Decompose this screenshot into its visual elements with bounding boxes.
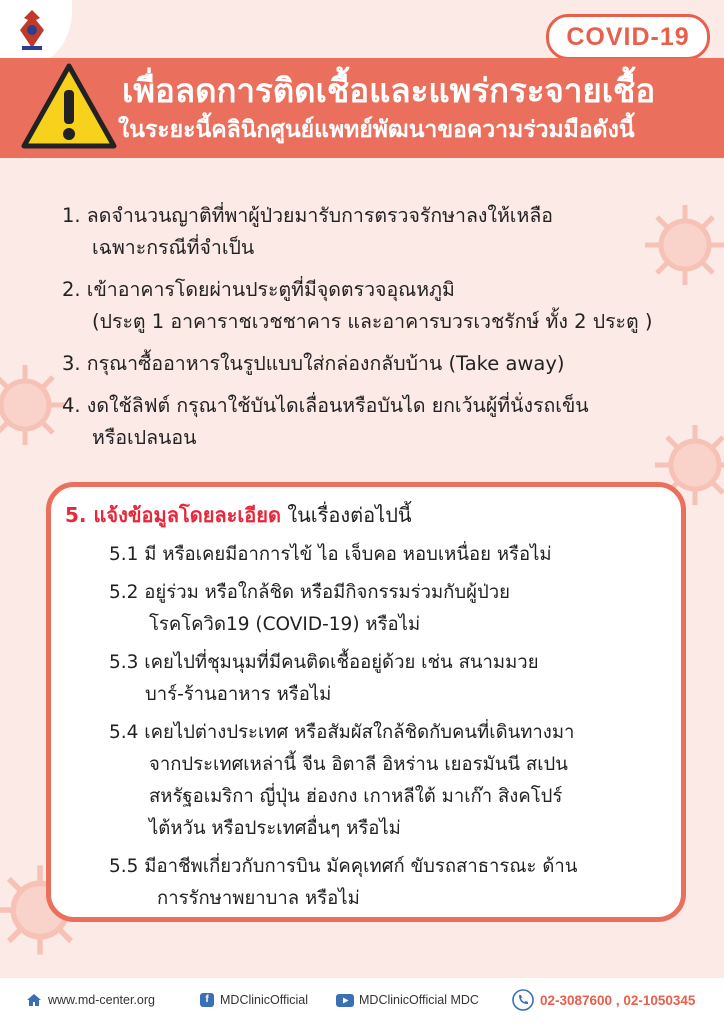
virus-decoration-icon: [0, 360, 70, 450]
list-item-text: 2. เข้าอาคารโดยผ่านประตูที่มีจุดตรวจอุณหภูมิ: [62, 278, 455, 301]
facebook-icon: f: [200, 993, 214, 1007]
list-item-text: โรคโควิด19 (COVID-19) หรือไม่: [149, 614, 421, 635]
page-subtitle: ในระยะนี้คลินิกศูนย์แพทย์พัฒนาขอความร่วมมือดังนี้: [118, 117, 635, 143]
details-list: [109, 539, 679, 921]
list-item-text: 4. งดใช้ลิฟต์ กรุณาใช้บันไดเลื่อนหรือบันได ยกเว้นผู้ที่นั่งรถเข็น: [62, 394, 589, 417]
phone-icon: [512, 989, 534, 1011]
list-item-text: 3. กรุณาซื้ออาหารในรูปแบบใส่กล่องกลับบ้าน (Take away): [62, 352, 565, 375]
list-item: [109, 647, 679, 711]
website-link[interactable]: www.md-center.org: [48, 993, 155, 1007]
footer-youtube[interactable]: [336, 993, 479, 1007]
phone-numbers[interactable]: 02-3087600 , 02-1050345: [540, 992, 696, 1008]
list-item-text: 5.3 เคยไปที่ชุมนุมที่มีคนติดเชื้ออยู่ด้วย เช่น สนามมวย: [109, 652, 539, 673]
list-item: [62, 348, 702, 380]
facebook-link[interactable]: MDClinicOfficial: [220, 993, 308, 1007]
list-item-text: ไต้หวัน หรือประเทศอื่นๆ หรือไม่: [149, 818, 401, 839]
home-icon: [26, 993, 42, 1007]
list-item-text: เฉพาะกรณีที่จำเป็น: [92, 236, 255, 259]
details-box: [46, 482, 686, 922]
details-title-rest: ในเรื่องต่อไปนี้: [280, 503, 412, 527]
list-item: [62, 200, 702, 264]
footer: [0, 978, 724, 1024]
list-item-text: 5.1 มี หรือเคยมีอาการไข้ ไอ เจ็บคอ หอบเหนื่อย หรือไม่: [109, 544, 552, 565]
footer-website[interactable]: [26, 993, 155, 1007]
details-title: [65, 499, 412, 531]
list-item: [109, 851, 679, 915]
warning-icon: [20, 62, 118, 152]
youtube-link[interactable]: MDClinicOfficial MDC: [359, 993, 479, 1007]
list-item: [109, 717, 679, 845]
list-item: [62, 274, 702, 338]
list-item-text: การรักษาพยาบาล หรือไม่: [157, 888, 360, 909]
list-item-text: 5.5 มีอาชีพเกี่ยวกับการบิน มัคคุเทศก์ ขับรถสาธารณะ ด้าน: [109, 856, 578, 877]
details-highlight: 5. แจ้งข้อมูลโดยละเอียด: [65, 503, 281, 527]
list-item: [62, 390, 702, 454]
list-item-text: 1. ลดจำนวนญาติที่พาผู้ป่วยมารับการตรวจรักษาลงให้เหลือ: [62, 204, 553, 227]
list-item-text: สหรัฐอเมริกา ญี่ปุ่น ฮ่องกง เกาหลีใต้ มาเก๊า สิงคโปร์: [149, 786, 563, 807]
youtube-icon: [336, 994, 354, 1007]
list-item-text: (ประตู 1 อาคาราชเวชชาคาร และอาคารบวรเวชรักษ์ ทั้ง 2 ประตู ): [92, 310, 653, 333]
footer-phone[interactable]: [512, 989, 695, 1011]
list-item: [109, 577, 679, 641]
list-item: [109, 539, 679, 571]
covid-badge: COVID-19: [546, 14, 710, 60]
list-item-text: บาร์-ร้านอาหาร หรือไม่: [145, 684, 332, 705]
list-item-text: 5.2 อยู่ร่วม หรือใกล้ชิด หรือมีกิจกรรมร่วมกับผู้ป่วย: [109, 582, 510, 603]
emblem-icon: [14, 8, 50, 52]
footer-facebook[interactable]: [200, 993, 308, 1007]
list-item-text: จากประเทศเหล่านี้ จีน อิตาลี อิหร่าน เยอรมันนี สเปน: [149, 754, 568, 775]
list-item-text: 5.4 เคยไปต่างประเทศ หรือสัมผัสใกล้ชิดกับคนที่เดินทางมา: [109, 722, 575, 743]
list-item-text: หรือเปลนอน: [92, 426, 197, 449]
page-title: เพื่อลดการติดเชื้อและแพร่กระจายเชื้อ: [122, 71, 656, 110]
instruction-list: [62, 200, 702, 464]
